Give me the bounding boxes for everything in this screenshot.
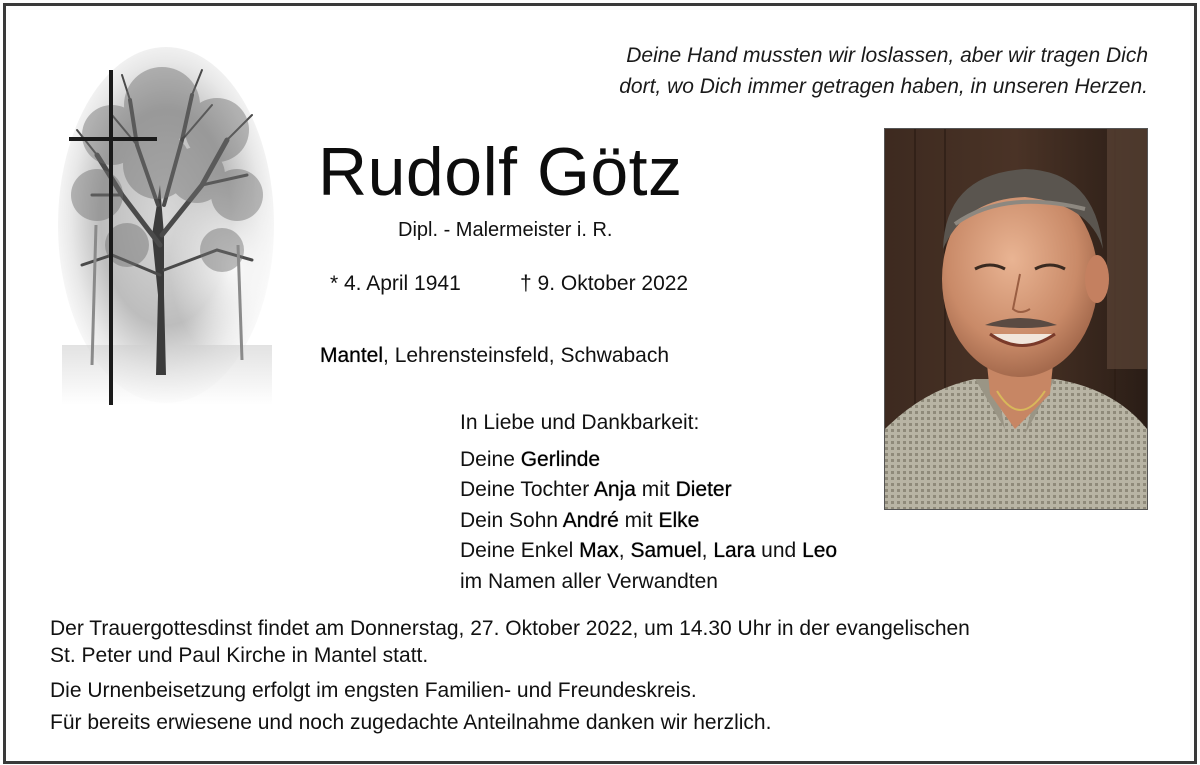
thanks-note: Für bereits erwiesene und noch zugedachte Anteilnahme danken wir herzlich. xyxy=(50,711,772,734)
portrait-photo xyxy=(884,128,1148,510)
connector-text: , xyxy=(618,539,631,562)
connector-text: mit xyxy=(635,478,676,501)
service-info xyxy=(50,615,1150,736)
mourner-name: André xyxy=(562,508,619,532)
mourner-line-son xyxy=(460,506,837,537)
cross-horizontal xyxy=(69,137,157,141)
tree-illustration xyxy=(52,45,280,415)
connector-text: mit xyxy=(618,508,659,532)
mourner-line-daughter xyxy=(460,475,837,506)
quote-line-1: Deine Hand mussten wir loslassen, aber wir tragen Dich xyxy=(626,44,1148,67)
place-primary: Mantel xyxy=(320,344,384,367)
mourner-name: Lara xyxy=(713,539,756,562)
tree-with-cross-icon xyxy=(52,45,280,415)
mourners-closing: im Namen aller Verwandten xyxy=(460,569,718,593)
portrait-illustration xyxy=(885,129,1147,509)
memorial-quote xyxy=(448,40,1148,102)
mourner-name: Elke xyxy=(658,508,700,532)
connector-text: und xyxy=(755,539,803,562)
places-line xyxy=(320,342,669,370)
mourner-name: Dieter xyxy=(675,478,732,501)
connector-text: , xyxy=(701,539,714,562)
mourner-line-wife xyxy=(460,445,837,476)
prefix-text: Deine Tochter xyxy=(460,478,594,501)
deceased-name: Rudolf Götz xyxy=(318,134,683,210)
cross-vertical xyxy=(109,70,113,405)
mourner-name: Gerlinde xyxy=(520,447,601,471)
quote-line-2: dort, wo Dich immer getragen haben, in unseren Herzen. xyxy=(619,75,1148,98)
mourners-block xyxy=(460,408,837,597)
service-line-2: St. Peter und Paul Kirche in Mantel statt. xyxy=(50,644,429,667)
mourner-name: Samuel xyxy=(630,539,702,562)
places-rest: , Lehrensteinsfeld, Schwabach xyxy=(383,344,670,367)
mourner-name: Max xyxy=(579,539,619,562)
mourners-intro: In Liebe und Dankbarkeit: xyxy=(460,411,700,434)
burial-info: Die Urnenbeisetzung erfolgt im engsten Familien- und Freundeskreis. xyxy=(50,679,697,702)
prefix-text: Dein Sohn xyxy=(460,508,563,532)
mourner-name: Leo xyxy=(802,539,838,562)
death-date: † 9. Oktober 2022 xyxy=(520,272,689,295)
deceased-title: Dipl. - Malermeister i. R. xyxy=(398,219,613,241)
prefix-text: Deine xyxy=(460,447,521,471)
mourner-line-grandchildren xyxy=(460,536,837,567)
mourner-name: Anja xyxy=(593,478,636,501)
birth-date: * 4. April 1941 xyxy=(330,272,461,295)
service-line-1: Der Trauergottesdinst findet am Donnerstag, 27. Oktober 2022, um 14.30 Uhr in der evangelischen xyxy=(50,617,970,640)
prefix-text: Deine Enkel xyxy=(460,539,580,562)
